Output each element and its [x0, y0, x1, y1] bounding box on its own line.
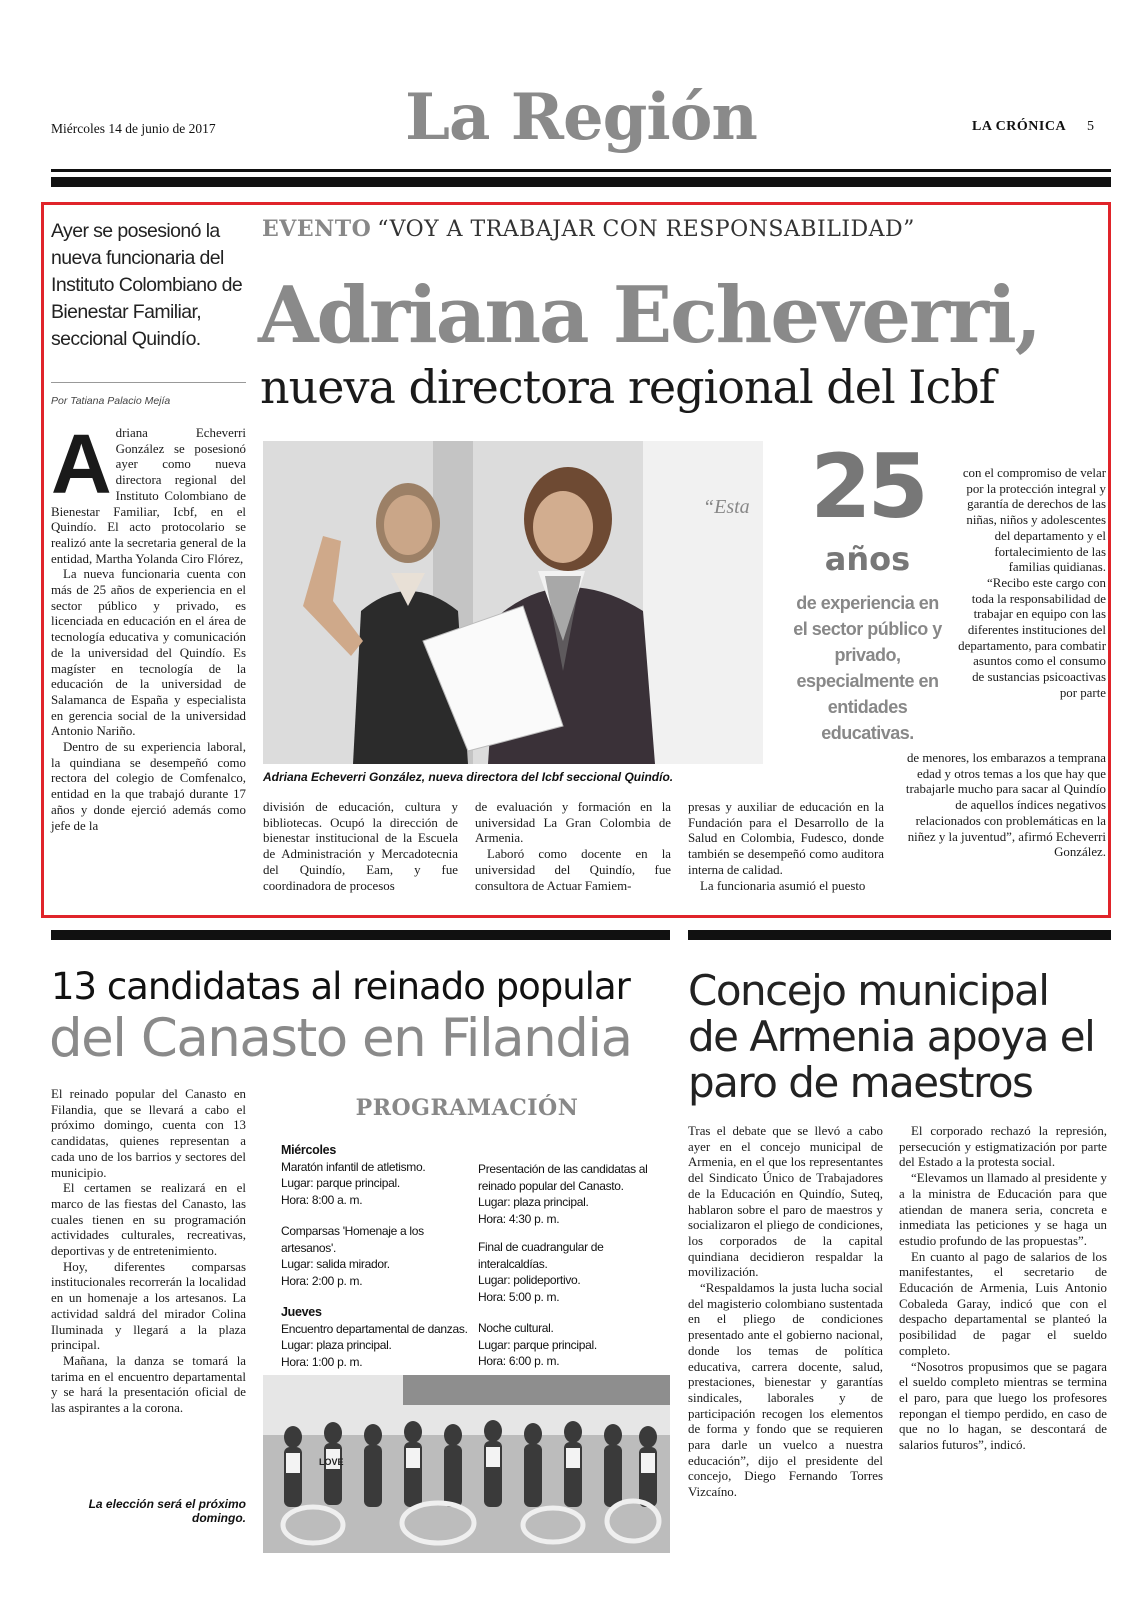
section-title: La Región [405, 80, 757, 155]
main-headline: Adriana Echeverri, [258, 270, 1040, 361]
story3-column-2 [899, 1124, 1107, 1454]
issue-date: Miércoles 14 de junio de 2017 [51, 121, 216, 136]
right-column-bottom: de menores, los embarazos a temprana edad y otros temas a los que hay que trabajarle mucho para sacar al Quindío de aquellos índices negativos relacionados con problemáticas en la niñez y la juventud”, afirmó Echeverri González. [905, 751, 1106, 860]
pull-quote: de experiencia en el sector público y privado, especialmente en entidades educativas. [793, 593, 942, 743]
kicker-quote: “VOY A TRABAJAR CON RESPONSABILIDAD” [377, 217, 915, 242]
story2-headline-line2: del Canasto en Filandia [49, 1008, 632, 1069]
photo-caption: Adriana Echeverri González, nueva directora del Icbf seccional Quindío. [263, 770, 674, 784]
event-time: Hora: 4:30 p. m. [478, 1211, 560, 1226]
colR-paragraph-2: “Recibo este cargo con toda la responsabilidad de trabajar en equipo con las diferentes instituciones del departamento, para combatir asuntos como el consumo de sustancias psicoactivas por parte [958, 575, 1106, 700]
event-title: Maratón infantil de atletismo. [281, 1159, 426, 1174]
event-place: Lugar: parque principal. [281, 1176, 400, 1190]
event-place: Lugar: polideportivo. [478, 1273, 581, 1287]
event-title: Final de cuadrangular de interalcaldías. [478, 1240, 604, 1271]
photo-sign-text: “Esta [703, 496, 750, 518]
page-number: 5 [1087, 119, 1094, 134]
story3-paragraph-5: En cuanto al pago de salarios de los manifestantes, el secretario de Educación de Armenia, Luis Antonio Cobaleda Garay, indicó que con el despacho departamental se planteó la posibilidad de pagar el sueldo completo. [899, 1249, 1107, 1358]
program-event [281, 1159, 471, 1209]
story2-paragraph-1: El reinado popular del Canasto en Filandia, que se llevará a cabo el próximo domingo, cuenta con 13 candidatas, quienes representan a cada uno de los barrios y sectores del municipio. [51, 1087, 246, 1180]
section-rule-right [688, 930, 1111, 940]
kicker-label: EVENTO [262, 216, 372, 242]
main-subhead: nueva directora regional del Icbf [260, 360, 995, 414]
program-day-wednesday: Miércoles [281, 1143, 336, 1157]
story2-photo-caption: La elección será el próximo domingo. [88, 1497, 246, 1525]
colB-paragraph-2: Laboró como docente en la universidad del Quindío, fue consultora de Actuar Famiem- [475, 847, 671, 893]
event-title: Encuentro departamental de danzas. [281, 1321, 468, 1336]
event-place: Lugar: parque principal. [478, 1337, 597, 1352]
program-event [478, 1161, 668, 1227]
masthead-rule-thin [51, 169, 1111, 172]
event-time: Hora: 8:00 a. m. [281, 1192, 363, 1207]
lead-divider [51, 382, 246, 383]
program-left-column [281, 1142, 471, 1385]
event-title: Comparsas 'Homenaje a los artesanos'. [281, 1224, 424, 1255]
story3-paragraph-6: “Nosotros propusimos que se pagara el sueldo completo mientras se termina el paro, para que luego los profesores repongan el tiempo perdido, en caso de que no lo hagan, se descontará de salarios futuros”, indicó. [899, 1359, 1107, 1453]
colR-paragraph-1: con el compromiso de velar por la protección integral y garantía de derechos de las niñas, niños y adolescentes del departamento y el fortalecimiento de las familias quidianas. [962, 466, 1106, 575]
right-column-top [958, 466, 1106, 702]
event-place: Lugar: salida mirador. [281, 1257, 390, 1271]
program-event [281, 1223, 471, 1289]
event-title: Presentación de las candidatas al reinado popular del Canasto. [478, 1162, 648, 1193]
event-title: Noche cultural. [478, 1321, 554, 1335]
story-lead: Ayer se posesionó la nueva funcionaria del Instituto Colombiano de Bienestar Familiar, seccional Quindío. [51, 220, 243, 350]
event-time: Hora: 2:00 p. m. [281, 1273, 363, 1288]
event-time: Hora: 1:00 p. m. [281, 1354, 363, 1369]
main-story-column-b [475, 800, 671, 894]
pull-unit: años [824, 540, 911, 578]
byline: Por Tatiana Palacio Mejía [51, 395, 171, 407]
col1-first-paragraph: driana Echeverri González se posesionó ayer como nueva directora regional del Instituto Colombiano de Bienestar Familiar, Icbf, en el Quindío. El acto protocolario se realizó ante la secretaria general de la entidad, Martha Yolanda Ciro Flórez, [51, 426, 246, 566]
story3-paragraph-1: Tras el debate que se llevó a cabo ayer en el concejo municipal de Armenia, en el que los representantes del Sindicato Único de Trabajadores de la Educación en Quindío, Suteq, hablaron sobre el paro de maestros y socializaron el pliego de condiciones, los corporados de la capital quindiana decidieron respaldar la movilización. [688, 1124, 883, 1280]
story2-paragraph-3: Hoy, diferentes comparsas institucionales recorrerán la localidad en un homenaje a los artesanos. La actividad saldrá del mirador Colina Iluminada y llegará a la plaza principal. [51, 1259, 246, 1353]
program-day-thursday: Jueves [281, 1305, 322, 1319]
photo-illustration [263, 1375, 670, 1553]
kicker [262, 216, 915, 242]
colB-paragraph-1: de evaluación y formación en la universidad La Gran Colombia de Armenia. [475, 800, 671, 846]
story2-headline-line1: 13 candidatas al reinado popular [51, 965, 630, 1008]
candidates-photo [263, 1375, 670, 1553]
main-story-column-1 [51, 417, 246, 834]
event-place: Lugar: plaza principal. [281, 1338, 392, 1352]
program-event [281, 1321, 471, 1371]
event-place: Lugar: plaza principal. [478, 1195, 589, 1209]
event-time: Hora: 6:00 p. m. [478, 1354, 560, 1368]
shirt-text: LOVE [319, 1457, 344, 1467]
col1-paragraph-2: La nueva funcionaria cuenta con más de 25 años de experiencia en el sector público y privado, es licenciada en educación en el área de tecnología educativa y comunicación de la universidad del Quindío. Es magíster en tecnología de la educación de la universidad de Salamanca de España y especialista en gerencia social de la universidad Antonio Nariño. [51, 567, 246, 739]
swearing-in-photo [263, 441, 763, 764]
story2-paragraph-4: Mañana, la danza se tomará la tarima en el encuentro departamental y se hará la presentación oficial de las aspirantes a la corona. [51, 1353, 246, 1416]
colC-paragraph-2: La funcionaria asumió el puesto [700, 878, 866, 893]
drop-cap: A [51, 417, 112, 511]
main-story-column-a: división de educación, cultura y bibliotecas. Ocupó la dirección de bienestar institucional de la Escuela de Administración y Mercadotecnia del Quindío, Eam, y fue coordinadora de procesos [263, 800, 458, 893]
main-story-column-c [688, 800, 884, 894]
program-right-column [478, 1161, 668, 1385]
story2-paragraph-2: El certamen se realizará en el marco de las fiestas del Canasto, las cuales tienen en su programación actividades culturales, recreativas, deportivas y de entretenimiento. [51, 1181, 246, 1259]
story3-headline: Concejo municipal de Armenia apoya el paro de maestros [688, 966, 1095, 1107]
colC-paragraph-1: presas y auxiliar de educación en la Fundación para el Desarrollo de la Salud en Colombia, Fudesco, donde también se desempeñó como auditora interna de calidad. [688, 800, 884, 877]
photo-illustration [263, 441, 763, 764]
section-rule-left [51, 930, 670, 940]
story3-paragraph-4: “Elevamos un llamado al presidente y a la ministra de Educación para que atiendan de manera seria, concreta e inmediata las peticiones y se haga un estudio profundo de las propuestas”. [899, 1171, 1107, 1248]
story3-paragraph-3: El corporado rechazó la represión, persecución y estigmatización por parte del Estado a la protesta social. [899, 1124, 1107, 1170]
col1-paragraph-3: Dentro de su experiencia laboral, la quindiana se desempeñó como rectora del colegio de Comfenalco, entidad en la que trabajó durante 17 años y donde ejerció además como jefe de la [51, 740, 246, 833]
story3-column-1 [688, 1124, 883, 1501]
story3-paragraph-2: “Respaldamos la justa lucha social del magisterio colombiano sustentada en el pliego de condiciones presentado ante el gobierno nacional, donde los temas de política educativa, carrera docente, salud, prestaciones, bienestar y garantías sindicales, laborales y de participación recogen los elementos de forma y fondo que se requieren para darle un vuelco a nuestra educación”, dijo el presidente del concejo, Diego Fernando Torres Vizcaíno. [688, 1281, 883, 1500]
pull-number: 25 [810, 435, 925, 538]
masthead-rule-thick [51, 177, 1111, 187]
program-event [478, 1239, 668, 1305]
program-event [478, 1320, 668, 1370]
program-title: PROGRAMACIÓN [355, 1095, 579, 1121]
event-time: Hora: 5:00 p. m. [478, 1289, 560, 1304]
newspaper-name: LA CRÓNICA [972, 119, 1067, 134]
story2-column [51, 1087, 246, 1417]
